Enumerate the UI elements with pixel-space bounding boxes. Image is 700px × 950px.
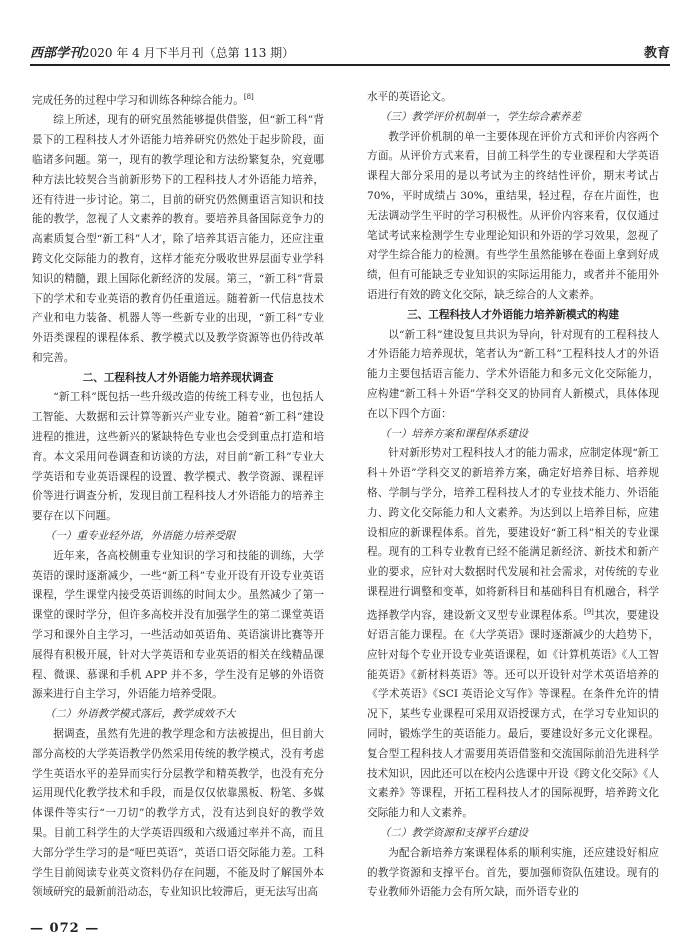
paragraph: 据调查，虽然有先进的教学理念和方法被提出，但目前大部分高校的大学英语教学仍然采用传统的教学模式，没有考虑学生英语水平的差异而实行分层教学和精英教学，也没有充分运用现代化教学技术和手段，而是仅仅依靠黑板、粉笔、多媒体课件等实行“一刀切”的教学方式，没有达到良好的教学效果。目前工科学生的大学英语四级和六级通过率并不高，而且大部分学生学习的是“哑巴英语”，英语口语交际能力差。工科学生目前阅读专业英文资料仍存在问题，不能及时了解国外本领域研究的最新前沿动态，专业知识比较滞后，更无法写出高 bbox=[32, 728, 324, 899]
subsection-heading: （二）教学资源和支撑平台建设 bbox=[379, 827, 529, 840]
page-number: — 072 — bbox=[30, 921, 100, 936]
section-heading: 三、工程科技人才外语能力培养新模式的构建 bbox=[407, 308, 619, 321]
subsection-heading: （三）教学评价机制单一，学生综合素养差 bbox=[379, 110, 581, 123]
subsection-heading: （一）重专业轻外语，外语能力培养受限 bbox=[44, 530, 236, 543]
paragraph: 针对新形势对工程科技人才的能力需求，应制定体现“新工科＋外语”学科交叉的新培养方案，确定好培养目标、培养规格、学制与学分，培养工程科技人才的专业技术能力、外语能力、跨文化交际能力和人文素养。为达到以上培养目标，应建设相应的新课程体系。首先，要建设好“新工科”相关的专业课程。现有的工科专业教育已经不能满足新经济、新技术和新产业的要求，应针对大数据时代发展和社会需求，对传统的专业课程进行调整和变革，如将新科目和基础科目有机融合，科学选择教学内容，建设新文叉型专业课程体系。[9]其次，要建设好语言能力课程。在《大学英语》课时逐渐减少的大趋势下，应针对每个专业开设专业英语课程，如《计算机英语》《人工智能英语》《新材料英语》等。还可以开设针对学术英语培养的《学术英语》《SCI 英语论文写作》等课程。在条件允许的情况下，某些专业课程可采用双语授课方式，在学习专业知识的同时，锻炼学生的英语能力。最后，要建设好多元文化课程。复合型工程科技人才需要用英语借鉴和交流国际前沿先进科学技术知识，因此还可以在校内公选课中开设《跨文化交际》《人文素养》等课程，开拓工程科技人才的国际视野，培养跨文化交际能力和人文素养。 bbox=[367, 447, 660, 820]
page-header bbox=[30, 24, 670, 66]
paragraph: 综上所述，现有的研究虽然能够提供借鉴，但“新工科”背景下的工程科技人才外语能力培养研究仍然处于起步阶段，面临诸多问题。第一，现有的教学理论和方法纷繁复杂，究竟哪种方法比较契合当前新形势下的工程科技人才外语能力培养，还有待进一步讨论。第二，目前的研究仍然侧重语言知识和技能的教学，忽视了人文素养的教育。要培养具备国际竞争力的高素质复合型“新工科”人才，除了培养其语言能力，还应注重跨文化交际能力的教育，这样才能充分吸收世界层面专业学科知识的精髓，跟上国际化新经济的发展。第三，“新工科”背景下的学术和专业英语的教育仍任重道远。随着新一代信息技术产业和电力装备、机器人等一些新专业的出现，“新工科”专业外语类课程的课程体系、教学模式以及教学资源等也仍待改革和完善。 bbox=[32, 114, 324, 364]
issue-info: 2020 年 4 月下半月刊（总第 113 期） bbox=[82, 46, 295, 60]
right-column bbox=[367, 88, 659, 903]
paragraph: 以“新工科”建设复旦共识为导向，针对现有的工程科技人才外语能力培养现状，笔者认为“新工科”工程科技人才的外语能力主要包括语言能力、学术外语能力和多元文化交际能力，应构建“新工科＋外语”学科交叉的协同育人新模式，具体体现在以下四个方面： bbox=[367, 328, 659, 420]
subsection-heading: （一）培养方案和课程体系建设 bbox=[379, 427, 529, 440]
section-heading: 二、工程科技人才外语能力培养现状调查 bbox=[82, 371, 274, 384]
journal-info bbox=[30, 42, 294, 61]
paragraph: 教学评价机制的单一主要体现在评价方式和评价内容两个方面。从评价方式来看，目前工科学生的专业课程和大学英语课程大部分采用的是以考试为主的终结性评价，期末考试占 70%，平时成绩占 30%，重结果，轻过程，存在片面性，也无法调动学生平时的学习积极性。从评价内容来看，仅仅通过笔试考试来检测学生专业理论知识和外语的学习效果，忽视了对学生综合能力的检测。有些学生虽然能够在卷面上拿到好成绩，但有可能缺乏专业知识的实际运用能力，或者并不能用外语进行有效的跨文化交际，缺乏综合的人文素养。 bbox=[367, 130, 659, 301]
subsection-heading: （二）外语教学模式落后，教学成效不大 bbox=[44, 708, 236, 721]
reference-mark: [9] bbox=[583, 607, 594, 616]
paragraph: “新工科”既包括一些升级改造的传统工科专业，也包括人工智能、大数据和云计算等新兴产业专业。随着“新工科”建设进程的推进，这些新兴的紧缺特色专业也会受到重点打造和培育。本文采用问卷调查和访谈的方法，对目前“新工科”专业大学英语和专业英语课程的设置、教学模式、教学资源、课程评价等进行调查分析，发现目前工程科技人才外语能力的培养主要存在以下问题。 bbox=[32, 391, 324, 523]
paragraph: 完成任务的过程中学习和训练各种综合能力。[8] bbox=[32, 93, 254, 107]
paragraph: 近年来，各高校侧重专业知识的学习和技能的训练，大学英语的课时逐渐减少，一些“新工科”专业开设有开设专业英语课程，学生课堂内接受英语训练的时间太少。虽然减少了第一课堂的课时学分，但许多高校并没有加强学生的第二课堂英语学习和课外自主学习，一些活动如英语角、英语演讲比赛等开展得有积极开展，针对大学英语和专业英语的相关在线精品课程、微课、慕课和手机 APP 并不多，学生没有足够的外语资源来进行自主学习，外语能力培养受限。 bbox=[32, 549, 324, 701]
reference-mark: [8] bbox=[243, 93, 254, 101]
journal-logo: 西部学刊 bbox=[30, 46, 83, 61]
paragraph: 水平的英语论文。 bbox=[367, 91, 452, 103]
section-label: 教育 bbox=[643, 46, 670, 61]
paragraph: 为配合新培养方案课程体系的顺利实施，还应建设好相应的教学资源和支撑平台。首先，要加强师资队伍建设。现有的专业教师外语能力会有所欠缺，而外语专业的 bbox=[367, 846, 659, 899]
left-column bbox=[32, 88, 324, 903]
